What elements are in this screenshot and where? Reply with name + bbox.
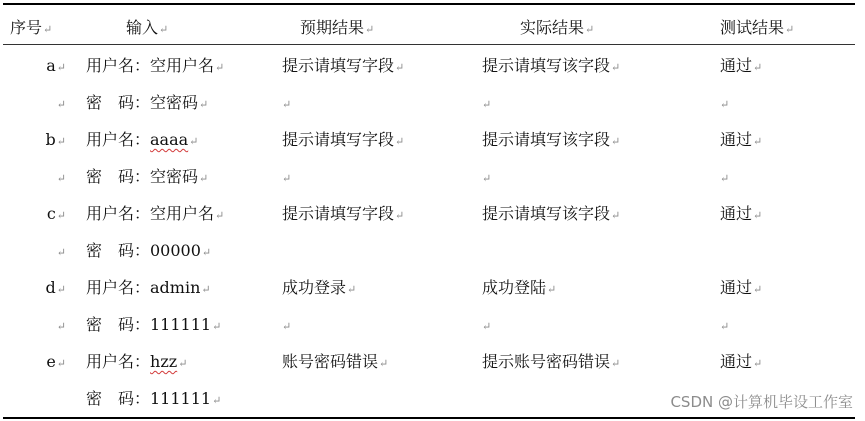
row-expected: 提示请填写字段↵ [282, 56, 405, 75]
header-actual: 实际结果↵ [520, 18, 595, 37]
row-result: ↵ [720, 98, 730, 111]
row-result: ↵ [720, 320, 730, 333]
row-actual: ↵ [482, 172, 492, 185]
table-row [0, 156, 865, 193]
row-index: b↵ [45, 130, 66, 149]
row-expected: 提示请填写字段↵ [282, 204, 405, 223]
row-index: ↵ [56, 246, 66, 259]
row-index: c↵ [46, 204, 66, 223]
row-result: 通过↵ [720, 278, 763, 297]
spellcheck-flagged-value: aaaa [150, 130, 189, 149]
row-input: 用户名：空用户名↵ [86, 204, 225, 223]
row-actual: 提示请填写该字段↵ [482, 130, 621, 149]
spellcheck-flagged-value: hzz [150, 352, 178, 371]
table-row [0, 193, 865, 230]
header-index: 序号↵ [10, 18, 53, 37]
row-expected: ↵ [282, 320, 292, 333]
row-actual: ↵ [482, 98, 492, 111]
table-row [0, 267, 865, 304]
row-result: ↵ [720, 172, 730, 185]
row-expected: 账号密码错误↵ [282, 352, 389, 371]
table-row [0, 82, 865, 119]
row-input: 密 码：空密码↵ [86, 167, 209, 186]
table-row [0, 119, 865, 156]
table-row [0, 304, 865, 341]
row-input: 密 码：空密码↵ [86, 93, 209, 112]
row-index: ↵ [56, 320, 66, 333]
table-bottom-rule [3, 417, 855, 419]
row-input: 密 码：00000↵ [86, 241, 212, 260]
row-input: 密 码：111111↵ [86, 315, 222, 334]
header-result: 测试结果↵ [720, 18, 795, 37]
table-row [0, 230, 865, 267]
row-actual: 提示请填写该字段↵ [482, 204, 621, 223]
table-header [0, 5, 865, 44]
table-row [0, 341, 865, 378]
row-index: ↵ [56, 98, 66, 111]
row-input: 密 码：111111↵ [86, 389, 222, 408]
row-result: 通过↵ [720, 56, 763, 75]
row-index: ↵ [56, 172, 66, 185]
row-actual: 成功登陆↵ [482, 278, 557, 297]
row-input: 用户名：admin↵ [86, 278, 211, 297]
row-input: 用户名：空用户名↵ [86, 56, 225, 75]
row-result: 通过↵ [720, 352, 763, 371]
row-expected: 成功登录↵ [282, 278, 357, 297]
row-actual: ↵ [482, 320, 492, 333]
header-input: 输入↵ [126, 18, 169, 37]
row-result: 通过↵ [720, 204, 763, 223]
row-index: e↵ [46, 352, 66, 371]
row-index: d↵ [45, 278, 66, 297]
row-actual: 提示账号密码错误↵ [482, 352, 621, 371]
header-expected: 预期结果↵ [300, 18, 375, 37]
row-expected: ↵ [282, 98, 292, 111]
row-input: 用户名：hzz↵ [86, 352, 188, 371]
row-actual: 提示请填写该字段↵ [482, 56, 621, 75]
row-result: 通过↵ [720, 130, 763, 149]
table-row [0, 45, 865, 82]
row-expected: ↵ [282, 172, 292, 185]
row-expected: 提示请填写字段↵ [282, 130, 405, 149]
row-input: 用户名：aaaa↵ [86, 130, 199, 149]
row-index: a↵ [46, 56, 66, 75]
table-body [0, 45, 865, 417]
watermark: CSDN @计算机毕设工作室 [670, 393, 853, 411]
